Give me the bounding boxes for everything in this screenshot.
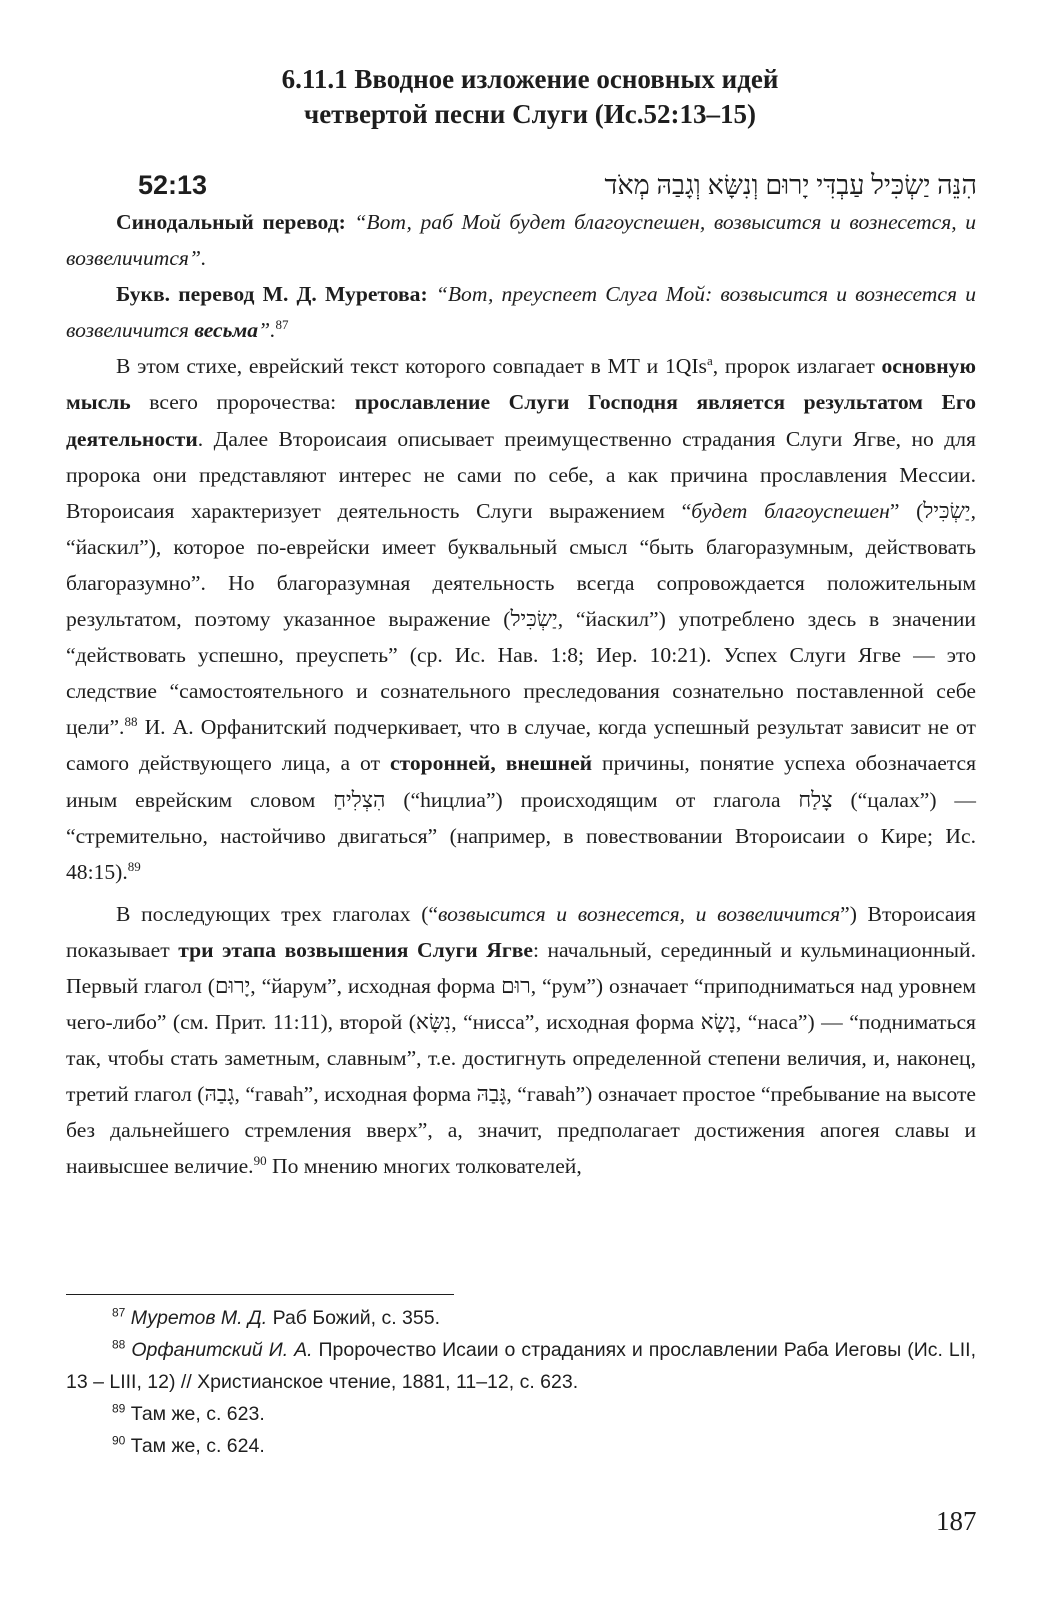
synodal-text: “Вот, раб Мой будет благоуспешен, возвысится и вознесется, и возвеличится”. bbox=[66, 210, 976, 271]
p2-text-f: По мнению многих толкователей, bbox=[266, 1154, 582, 1179]
p1-text-d: всего пророчества: bbox=[130, 390, 355, 415]
muretov-end: ”. bbox=[258, 318, 276, 343]
p1-superscript-a: a bbox=[706, 353, 713, 369]
p1-text-i: И. А. Орфанитский подчеркивает, что в случае, когда успешный результат зависит не от самого действующего лица, а от bbox=[66, 715, 976, 776]
p1-bold-main-idea: основную мысль bbox=[66, 354, 976, 415]
body-text bbox=[66, 204, 976, 1185]
p2-text-a: В последующих трех глаголах (“ bbox=[116, 901, 438, 926]
footnote-number: 87 bbox=[112, 1305, 126, 1320]
section-heading-line-2: четвертой песни Слуги (Ис.52:13–15) bbox=[303, 99, 757, 129]
p1-bold-glorification: прославление Слуги Господня является результатом Его деятельности bbox=[66, 390, 977, 451]
p1-text-h: ” (יַשְׂכִּיל, “йаскил”), которое по-еврейски имеет буквальный смысл “быть благоразумным, действовать благоразумно”. Но благоразумная деятельность всегда сопровождается положительным результатом, поэтому указанное выражение (יַשְׂכִּיל, “йаскил”) употреблено здесь в значении “действовать успешно, преуспеть” (ср. Ис. Нав. 1:8; Иер. 10:21). Успех Слуги Ягве — это следствие “самостоятельного и сознательного преследования сознательно поставленной себе цели”. bbox=[66, 498, 976, 740]
footnote-text: Там же, с. 623. bbox=[125, 1403, 265, 1425]
section-heading-line-1: 6.11.1 Вводное изложение основных идей bbox=[281, 64, 779, 94]
p2-text-c: ”) Второисаия показывает bbox=[66, 901, 976, 962]
footnote-number: 90 bbox=[112, 1433, 126, 1448]
synodal-label: Синодальный перевод: bbox=[116, 210, 346, 234]
muretov-label: Букв. перевод М. Д. Муретова: bbox=[116, 282, 428, 307]
muretov-emphasis: весьма bbox=[194, 318, 259, 343]
footnote-number: 89 bbox=[112, 1401, 126, 1416]
p1-text-f: . Далее Второисаия описывает преимущественно страдания Слуги Ягве, но для пророка они представляют интерес не сами по себе, а как причина прославления Мессии. Второисаия характеризует деятельность Слуги выражением “ bbox=[66, 426, 976, 523]
footnote-author: Муретов М. Д. bbox=[130, 1307, 268, 1329]
verse-header bbox=[118, 170, 977, 206]
p1-text-k: причины, понятие успеха обозначается иным еврейским словом הִצְלִיחַ (“һицлиа”) происходящим от глагола צָלַח (“цалах”) — “стремительно, настойчиво двигаться” (например, в повествовании Второисаии о Кире; Ис. 48:15). bbox=[66, 751, 976, 884]
footnote-90 bbox=[66, 1430, 976, 1462]
footnote-divider bbox=[66, 1294, 454, 1295]
verse-number: 52:13 bbox=[138, 170, 208, 200]
footnote-text: Там же, с. 624. bbox=[125, 1435, 265, 1457]
muretov-translation bbox=[66, 276, 976, 348]
p2-bold-three-stages: три этапа возвышения Слуги Ягве bbox=[178, 937, 533, 962]
footnote-ref-88[interactable]: 88 bbox=[124, 714, 138, 730]
footnote-89 bbox=[66, 1398, 976, 1430]
p1-text-b: , пророк излагает bbox=[712, 354, 882, 379]
footnote-number: 88 bbox=[112, 1337, 126, 1352]
footnote-ref-90[interactable]: 90 bbox=[253, 1153, 267, 1169]
footnote-ref-87[interactable]: 87 bbox=[275, 317, 289, 333]
footnotes bbox=[66, 1302, 976, 1462]
section-heading bbox=[150, 62, 910, 132]
muretov-text: “Вот, преуспеет Слуга Мой: возвысится и вознесется и возвеличится bbox=[66, 282, 976, 343]
paragraph-1 bbox=[66, 348, 976, 889]
p2-text-e: : начальный, серединный и кульминационный. Первый глагол (יָרוּם, “йарум”, исходная форма רוּם, “рум”) означает “приподниматься над уровнем чего-либо” (см. Прит. 11:11), второй (נִשָּׂא, “нисса”, исходная форма נָשָׂא, “наса”) — “подниматься так, чтобы стать заметным, славным”, т.е. достигнуть определенной степени величия, и, наконец, третий глагол (גָבַהּ, “гаваһ”, исходная форма גָּבַהּ, “гаваһ”) означает простое “пребывание на высоте без дальнейшего стремления вверх”, а, значит, предполагает достижения апогея славы и наивысшее величие. bbox=[66, 937, 977, 1179]
page-number: 187 bbox=[936, 1506, 977, 1536]
p2-italic-verbs: возвысится и вознесется, и возвеличится bbox=[438, 901, 841, 926]
p1-text-a: В этом стихе, еврейский текст которого совпадает в МТ и 1QIs bbox=[116, 354, 707, 379]
synodal-translation bbox=[66, 204, 976, 276]
footnote-text: Раб Божий, с. 355. bbox=[267, 1307, 441, 1329]
footnote-ref-89[interactable]: 89 bbox=[127, 858, 141, 874]
verse-hebrew-text: הִנֵּה יַשְׂכִּיל עַבְדִּי יָרוּם וְנִשָּׂא וְגָבַהּ מְאֹד bbox=[604, 170, 977, 200]
paragraph-2 bbox=[66, 896, 976, 1185]
footnote-88 bbox=[66, 1334, 976, 1398]
p1-italic-phrase: будет благоуспешен bbox=[691, 498, 890, 523]
footnote-author: Орфанитский И. А. bbox=[131, 1339, 313, 1361]
footnote-87 bbox=[66, 1302, 976, 1334]
p1-bold-external: сторонней, внешней bbox=[389, 751, 593, 776]
footnote-text: Пророчество Исаии о страданиях и прославлении Раба Иеговы (Ис. LII, 13 – LIII, 12) // Христианское чтение, 1881, 11–12, с. 623. bbox=[66, 1339, 976, 1393]
